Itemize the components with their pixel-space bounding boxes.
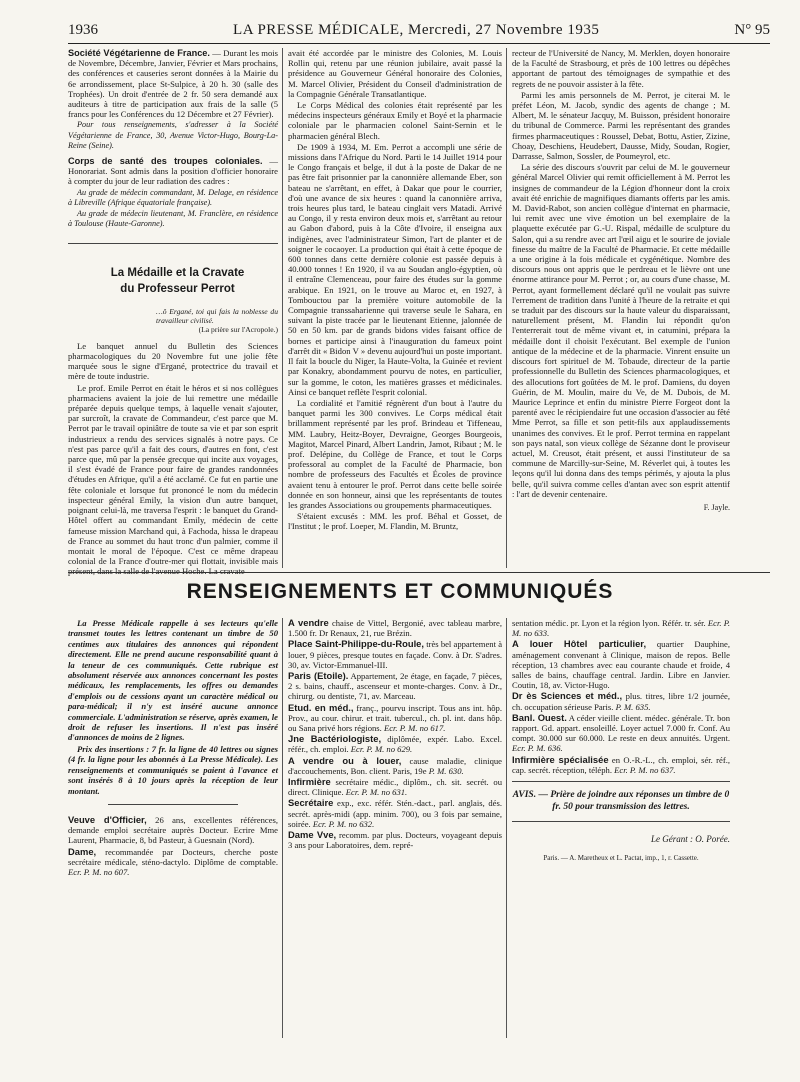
avis-notice: AVIS. — Prière de joindre aux réponses un timbre de 0 fr. 50 pour transmission des lettres. xyxy=(512,790,730,812)
renseignements-title: RENSEIGNEMENTS ET COMMUNIQUÉS xyxy=(186,580,614,603)
section-divider xyxy=(512,781,730,782)
section-rule xyxy=(68,572,770,573)
classified-ad-keyword: A vendre xyxy=(288,617,329,628)
classified-ad-text: cause maladie, clinique d'accouchements, Bon. client. Paris, 19e xyxy=(288,755,502,776)
page-number: 1936 xyxy=(68,22,98,38)
gerant-line: Le Gérant : O. Porée. xyxy=(651,834,730,845)
classified-ad-keyword: A vendre ou à louer, xyxy=(288,754,402,766)
article-signature: F. Jayle. xyxy=(703,502,730,512)
classified-ad xyxy=(512,755,730,775)
epigraph-text: …ô Ergané, toi qui fais la noblesse du travailleur civilisé. xyxy=(156,307,278,326)
classified-ad-text: recommandée par Docteurs, cherche poste secrétaire médicale, sténo-dactylo. Diplôme de comptable. xyxy=(68,846,278,867)
classified-ad-keyword: Dame, xyxy=(68,845,97,857)
classified-ad-text: secrétaire médic., diplôm., ch. sit. secrét. ou direct. Clinique. xyxy=(288,777,502,798)
classified-ad-keyword: Veuve d'Officier, xyxy=(68,813,147,825)
section-divider xyxy=(512,821,730,822)
article-paragraph: S'étaient excusés : MM. les prof. Béhal et Gosset, de l'Institut ; le prof. Loeper, M. Flandin, M. Bruntz, xyxy=(288,511,502,532)
bottom-column-2 xyxy=(288,618,502,1058)
classified-ad xyxy=(288,703,502,734)
classified-ad-continuation: sentation médic. pr. Lyon et la région lyon. Référ. tr. sér. Ecr. P. M. no 633. xyxy=(512,618,730,639)
classified-ad-reference: Ecr. P. M. no 631. xyxy=(345,787,408,798)
section-divider xyxy=(68,243,278,244)
classified-ad-reference: Ecr. P. M. no 629. xyxy=(350,744,413,755)
epigraph-source: (La prière sur l'Acropole.) xyxy=(198,325,278,335)
article-title-line-2: du Professeur Perrot xyxy=(120,283,235,296)
classified-ad xyxy=(288,618,502,638)
column-divider xyxy=(506,48,507,568)
classified-ad-keyword: Secrétaire xyxy=(288,797,334,809)
renseignements-prix: Prix des insertions : 7 fr. la ligne de 40 lettres ou signes (4 fr. la ligne pour les abonnés à La Presse Médicale). Les renseignements et communiqués se paient à l'avance et sont insérés 8 à 10 jours après la réception de leur montant. xyxy=(68,743,278,796)
top-column-3 xyxy=(512,48,730,568)
bottom-column-1 xyxy=(68,618,278,1058)
section-divider xyxy=(108,804,238,805)
classified-ad-reference: P. M. 630. xyxy=(428,765,464,776)
classified-ad-keyword: Dr ès Sciences et méd., xyxy=(512,690,623,702)
classified-ad-reference: P. M. 635. xyxy=(615,701,651,712)
journal-title: LA PRESSE MÉDICALE, Mercredi, 27 Novembre 1935 xyxy=(233,22,600,38)
classified-ad-keyword: Place Saint-Philippe-du-Roule, xyxy=(288,638,425,650)
page-header xyxy=(68,22,770,44)
article-paragraph: De 1909 à 1934, M. Em. Perrot a accompli une série de missions dans l'Afrique du Nord. Parti le 14 Juillet 1914 pour le Congo français et belge, il dut à la poste de Dakar de ne pas être fait prisonnier par la canonnière allemande Eber, son bateau ne s'arrêtant, en effet, à Dakar que pour le courrier, d'où une avance de six heures : quand la canonnière arriva, trois heures plus tard, le bateau cinglait vers Matadi. Arrivé au Congo, il y resta environ deux mois et, s'arrêtant au retour au Gabon d'abord, puis à la Côte d'Ivoire, il enseigna aux indigènes, avec l'administrateur Simon, l'art de planter et de soigner le cocaoyer. La production qui était à cette époque de 600 tonnes dans cette dernière colonie est passée depuis à 40.000 tonnes ! En 1920, il va au Soudan anglo-égyptien, où il entraîne Clemenceau, pour faire des études sur la gomme arabique. En 1921, on le trouve au Maroc et, en 1927, à Tombouctou par la première voiture automobile de la Compagnie transsaharienne qui traverse seule le Sahara, en suivant la piste tracée par le lieutenant Etienne, jalonnée de 50 en 50 km. par de grands bidons vides faisant office de bornes et participe ainsi à l'inauguration du fameux point d'arrêt dit « Bidon V » devenu aujourd'hui un poste important. Il fait la boucle du Niger, la Haute-Volta, la Guinée et revient par Konakry, abondamment pourvu de notes, en particulier, sur la gomme, le coton, les matières grasses et médicinales. Ainsi ce banquet reflète l'esprit colonial. xyxy=(288,141,502,397)
bottom-column-3 xyxy=(512,618,730,1058)
classified-ad-text: franç., pourvu inscript. Tous ans int. hôp. Prov., au cour. chirur. et trait. tubercul., ch. pl. int. dans hôp. ou Sana privé hors régions. xyxy=(288,702,502,734)
classified-ad-text: chaise de Vittel, Bergonié, avec tableau marbre, 1.500 fr. Dr Renaux, 21, rue Brézin. xyxy=(288,618,502,639)
classified-ad-text: 26 ans, excellentes références, demande emploi secrétaire auprès Docteur. Ecrire Mme Laurent, Pharmacie, 8, bd Pasteur, à Guesnain (Nord). xyxy=(68,814,279,846)
corps-sante-text: — Honorariat. Sont admis dans la position d'officier honoraire à compter du jour de leur radiation des cadres : xyxy=(68,156,278,187)
classified-ad xyxy=(288,830,502,850)
societe-vegetarienne-text: — Durant les mois de Novembre, Décembre, Janvier, Février et Mars prochains, des conférences et causeries seront données à la Mairie du 6e arrondissement, place St-Sulpice, à 20 h. 30 (salle des Trophées). Un droit d'entrée de 2 fr. 50 sera demandé aux auditeurs à titre de participation aux frais de la salle (5 francs pour les Conférences du 12 Décembre et 27 Février). xyxy=(68,48,278,120)
classified-ad-reference: Ecr. P. M. no 607. xyxy=(68,866,130,877)
classified-ad xyxy=(512,691,730,711)
article-paragraph: Parmi les amis personnels de M. Perrot, je citerai M. le préfet Léon, M. Jacob, syndic des agents de change ; M. Albert, M. le sénateur Jacquy, M. Buisson, président honoraire du tribunal de Commerce. Parmi les représentant des grandes firmes pharmaceutiques : Roussel, Debat, Bottu, Astier, Zizine, Choay, Deschiens, Heudebert, Dausse, Midy, Soudan, Rogier, Darrasse, Salmon, Sossler, de Poumeyrol, etc. xyxy=(512,89,730,162)
classified-ad xyxy=(512,639,730,690)
corps-sante-item-1: Au grade de médecin commandant, M. Delage, en résidence à Libreville (Afrique équatoriale française). xyxy=(68,187,278,207)
classified-ad-keyword: Banl. Ouest. xyxy=(512,711,567,723)
classified-ad xyxy=(288,671,502,702)
classified-ad-text: diplômée, expér. Labo. Excel. référ., ch. emploi. xyxy=(288,734,503,755)
classified-ad xyxy=(288,756,502,776)
corps-sante-item-2: Au grade de médecin lieutenant, M. Franclère, en résidence à Toulouse (Haute-Garonne). xyxy=(68,209,278,229)
classified-ad-text: quartier Dauphine, aménagement convenant à Clinique, maison de repos. Belle réception, 13 chambres avec eau courante chaude et froide, 4 salles de bains, chauffage central. Jardin. Libre en Janvier. Coutin, 18, av. Victor-Hugo. xyxy=(512,639,730,691)
classified-ad-text: recomm. par plus. Docteurs, voyageant depuis 3 ans pour Laboratoires, dem. repré- xyxy=(288,830,502,851)
classified-ad xyxy=(512,713,730,754)
top-column-2 xyxy=(288,48,502,568)
column-divider xyxy=(282,48,283,568)
classified-ad-reference: Ecr. P. M. no 617. xyxy=(383,723,446,734)
classified-ad-keyword: Infirmière spécialisée xyxy=(512,753,609,765)
column-divider xyxy=(506,618,507,1038)
classified-ad-reference: Ecr. P. M. no 632. xyxy=(312,818,375,829)
classified-ad xyxy=(288,639,502,670)
classified-ad-keyword: Infirmière xyxy=(288,776,331,788)
section-title-societe-vegetarienne: Société Végétarienne de France. xyxy=(68,48,210,58)
issue-number: N° 95 xyxy=(734,22,770,38)
classified-ad-text: exp., exc. référ. Stén.-dact., parl. anglais, dés. secrét. après-midi (app. minim. 700), ou 3 fois par semaine, soirée. xyxy=(288,798,502,829)
classified-ad-keyword: Paris (Etoile). xyxy=(288,670,349,682)
classified-ad-reference: Ecr. P. M. no 637. xyxy=(614,764,676,775)
classified-ad xyxy=(288,777,502,797)
classified-ad-keyword: Etud. en méd., xyxy=(288,701,354,713)
classified-ad-keyword: A louer Hôtel particulier, xyxy=(512,638,647,650)
societe-vegetarienne-info: Pour tous renseignements, s'adresser à la Société Végétarienne de France, 30, Avenue Victor-Hugo, Bourg-La-Reine (Seine). xyxy=(68,120,278,150)
article-paragraph: Le Corps Médical des colonies était représenté par les médecins inspecteurs généraux Emily et Boyé et la pharmacie coloniale par le pharmacien colonel Saint-Sernin et le pharmacien général Blech. xyxy=(288,100,502,141)
classified-ad-keyword: Dame Vve, xyxy=(288,829,337,841)
classified-ad xyxy=(68,847,278,878)
classified-ad xyxy=(288,798,502,829)
section-title-corps-sante: Corps de santé des troupes coloniales. xyxy=(68,156,263,167)
article-epigraph xyxy=(156,308,278,334)
article-title-line-1: La Médaille et la Cravate xyxy=(110,267,245,280)
article-paragraph: Le prof. Emile Perrot en était le héros et si nos collègues pharmaciens avaient la joie de lui remettre une médaille préparée depuis quelque temps, à laquelle venait s'ajouter, par surcroît, la cravate de Commandeur, c'est parce que M. Perrot par le travail opiniâtre de toute sa vie et par son esprit industrieux a rendu des services signalés à notre pays. Ce n'est pas parce qu'il a fait des cours, d'autres en font, c'est parce que, mû par la pensée grecque qui incite aux voyages, il s'est évadé de France pour faire de grandes randonnées d'études en Afrique, qu'il a été acclamé. Ce fut en partie une fête coloniale et lorsque fut prononcé le nom du médecin inspecteur général Emily, la vision d'un autre banquet, poignant celui-là, me traversa l'esprit : le banquet du Grand-Hôtel offert au commandant Emily, médecin de cette fameuse mission Marchand qui, à Fachoda, hissa le drapeau de France au sommet du haut tronc d'un palmier, comme il montait le moral de l'époque. C'est ce même drapeau colonial de la France d'outre-mer qui flottait, invisible mais présent, dans la salle de l'avenue Hoche. La cravate xyxy=(68,382,278,577)
classified-ad-text: en O.-R.-L., ch. emploi, sér. réf., cap. secrét. réception, téléph. xyxy=(512,754,730,775)
top-column-1 xyxy=(68,48,278,577)
classified-ad xyxy=(68,815,278,846)
classified-ad-text: Appartement, 2e étage, en façade, 7 pièces, 2 s. bains, chauff., ascenseur et monte-charges. Conv. à Dr., chirurg. ou dentiste, 71, av. Marceau. xyxy=(288,671,502,702)
article-paragraph: Le banquet annuel du Bulletin des Sciences pharmacologiques du 20 Novembre fut une jolie fête marquée sous le signe d'Ergané, protectrice du travail et mère de toute industrie. xyxy=(68,340,278,382)
renseignements-intro: La Presse Médicale rappelle à ses lecteurs qu'elle transmet toutes les lettres contenant un timbre de 50 centimes aux titulaires des annonces qui répondent directement. Elle ne prend aucune responsabilité quant à la teneur de ces communiqués. Cette rubrique est absolument réservée aux annonces concernant les postes médicaux, les remplacements, les offres ou demandes d'emplois ou de cessions ayant un caractère médical ou para-médical; il n'y est inséré aucune annonce commerciale. L'administration se réserve, après examen, le droit de refuser les insertions. Il n'est pas inséré d'annonces de moins de 2 lignes. xyxy=(68,618,278,743)
classified-ad-text: plus. titres, libre 1/2 journée, ch. occupation sérieuse Paris. xyxy=(512,691,731,712)
column-divider xyxy=(282,618,283,1038)
classified-ad-text: A céder vieille client. médec. générale. Tr. bon rapport. Gd. appart. ensoleillé. Loyer actuel 7.000 fr. Conf. Au compt. 30.000 sur 60.000. Le reste en deux annuités. Urgent. xyxy=(512,712,730,744)
article-paragraph: La cordialité et l'amitié régnèrent d'un bout à l'autre du banquet parmi les 300 convives. Le Corps médical était brillamment représenté par les prof. Brindeau et Tiffeneau, MM. Laubry, Heitz-Boyer, Devraigne, Georges Bourgeois, Magitot, Marcel Pinard, Albert Landrin, Jamot, Ribaut ; M. le prof. Delépine, du Collège de France, et tout le Corps professoral au complet de la Faculté de Pharmacie, bon nombre de professeurs des Facultés et Écoles de province avaient tenu à entourer le prof. Perrot dans cette belle soirée donnée en son honneur, ainsi que les représentants de toutes les grandes Associations ou groupements pharmaceutiques. xyxy=(288,397,502,510)
classified-ad xyxy=(288,734,502,754)
article-paragraph: La série des discours s'ouvrit par celui de M. le gouverneur général Marcel Olivier qui remit officiellement à M. Perrot les insignes de commandeur de la Légion d'honneur dont la croix avait été enrichie de magnifiques diamants offerts par les amis. M. David-Rabot, son ancien collègue d'internat en pharmacie, lui remit avec une vive émotion un bel exemplaire de la plaquette exécutée par G.-U. Rispal, médaille de sculpture du Salon, qui a su rendre avec art l'œil aigu et le sourire de joviale finesse du maître de la Faculté de Pharmacie. Et cette médaille a une origine à la fois médicale et cygénétique. Nombre des discours nous ont appris que le perdreau et le lièvre ont une énorme attirance pour M. Perrot ; or, au cours d'une chasse, M. Perrot, ayant formellement déclaré qu'il ne voulait pas suivre l'errement de tradition dans l'unité à l'heure de la retraite et qui se traduit par des discours sur la haute valeur du disparaissant, naturellement présent, M. Flandin lui répondit qu'on l'enterrerait tout de même vivant et, in catumini, prépara la médaille dont il choisit l'exécutant. Bel exemple de l'union antique de la médecine et de la pharmacie. Vinrent ensuite un discours fort spirituel de M. Tobaude, directeur de la partie professionnelle du Bulletin des Sciences pharmacologiques, et des allocutions fort goûtées de M. le prof. Damiens, du doyen Guérin, de M. Moulin, maire du Ve, de M. Dubois, de M. Maurice Leprince et enfin du ministre Pierre Forgeot dont la parenté avec le récipiendaire fut une occasion d'associer au fêté Mme Perrot, sa fille et son petit-fils aux applaudissements unanimes des convives. Et le prof. Perrot termina en rappelant son pays natal, son vieux collège de Sézanne dont le proviseur actuel, M. Creusot, était présent, et aussi l'instituteur de sa commune de Marcilly-sur-Seine, M. Réverlet qui, à toutes les leçons qu'il lui donna dans des temps périmés, y ajouta la plus belle, qu'il suivra comme celles d'antan avec son esprit attentif : l'art de devenir centenaire. xyxy=(512,162,730,499)
imprimeur-line: Paris. — A. Maretheux et L. Pactat, imp., 1, r. Cassette. xyxy=(543,854,699,863)
classified-ad-text: très bel appartement à louer, 9 pièces, presque toutes en façade. Conv. à Dr. S'adres. 30, av. Victor-Emmanuel-III. xyxy=(288,639,503,670)
classified-ad-reference: Ecr. P. M. 636. xyxy=(512,743,563,754)
article-paragraph: recteur de l'Université de Nancy, M. Merklen, doyen honoraire de la Faculté de Strasbourg, et près de 100 lettres ou dépêches apportant de partout des témoignages de sympathie et des regrets de ne pouvoir assister à la fête. xyxy=(512,48,730,89)
article-paragraph: avait été accordée par le ministre des Colonies, M. Louis Rollin qui, retenu par une réunion jubilaire, avait passé la présidence au Gouverneur Général honoraire des Colonies, M. Marcel Olivier, Président du Conseil d'administration de la Compagnie Générale Transatlantique. xyxy=(288,48,502,99)
classified-ad-keyword: Jne Bactériologiste, xyxy=(288,733,382,745)
